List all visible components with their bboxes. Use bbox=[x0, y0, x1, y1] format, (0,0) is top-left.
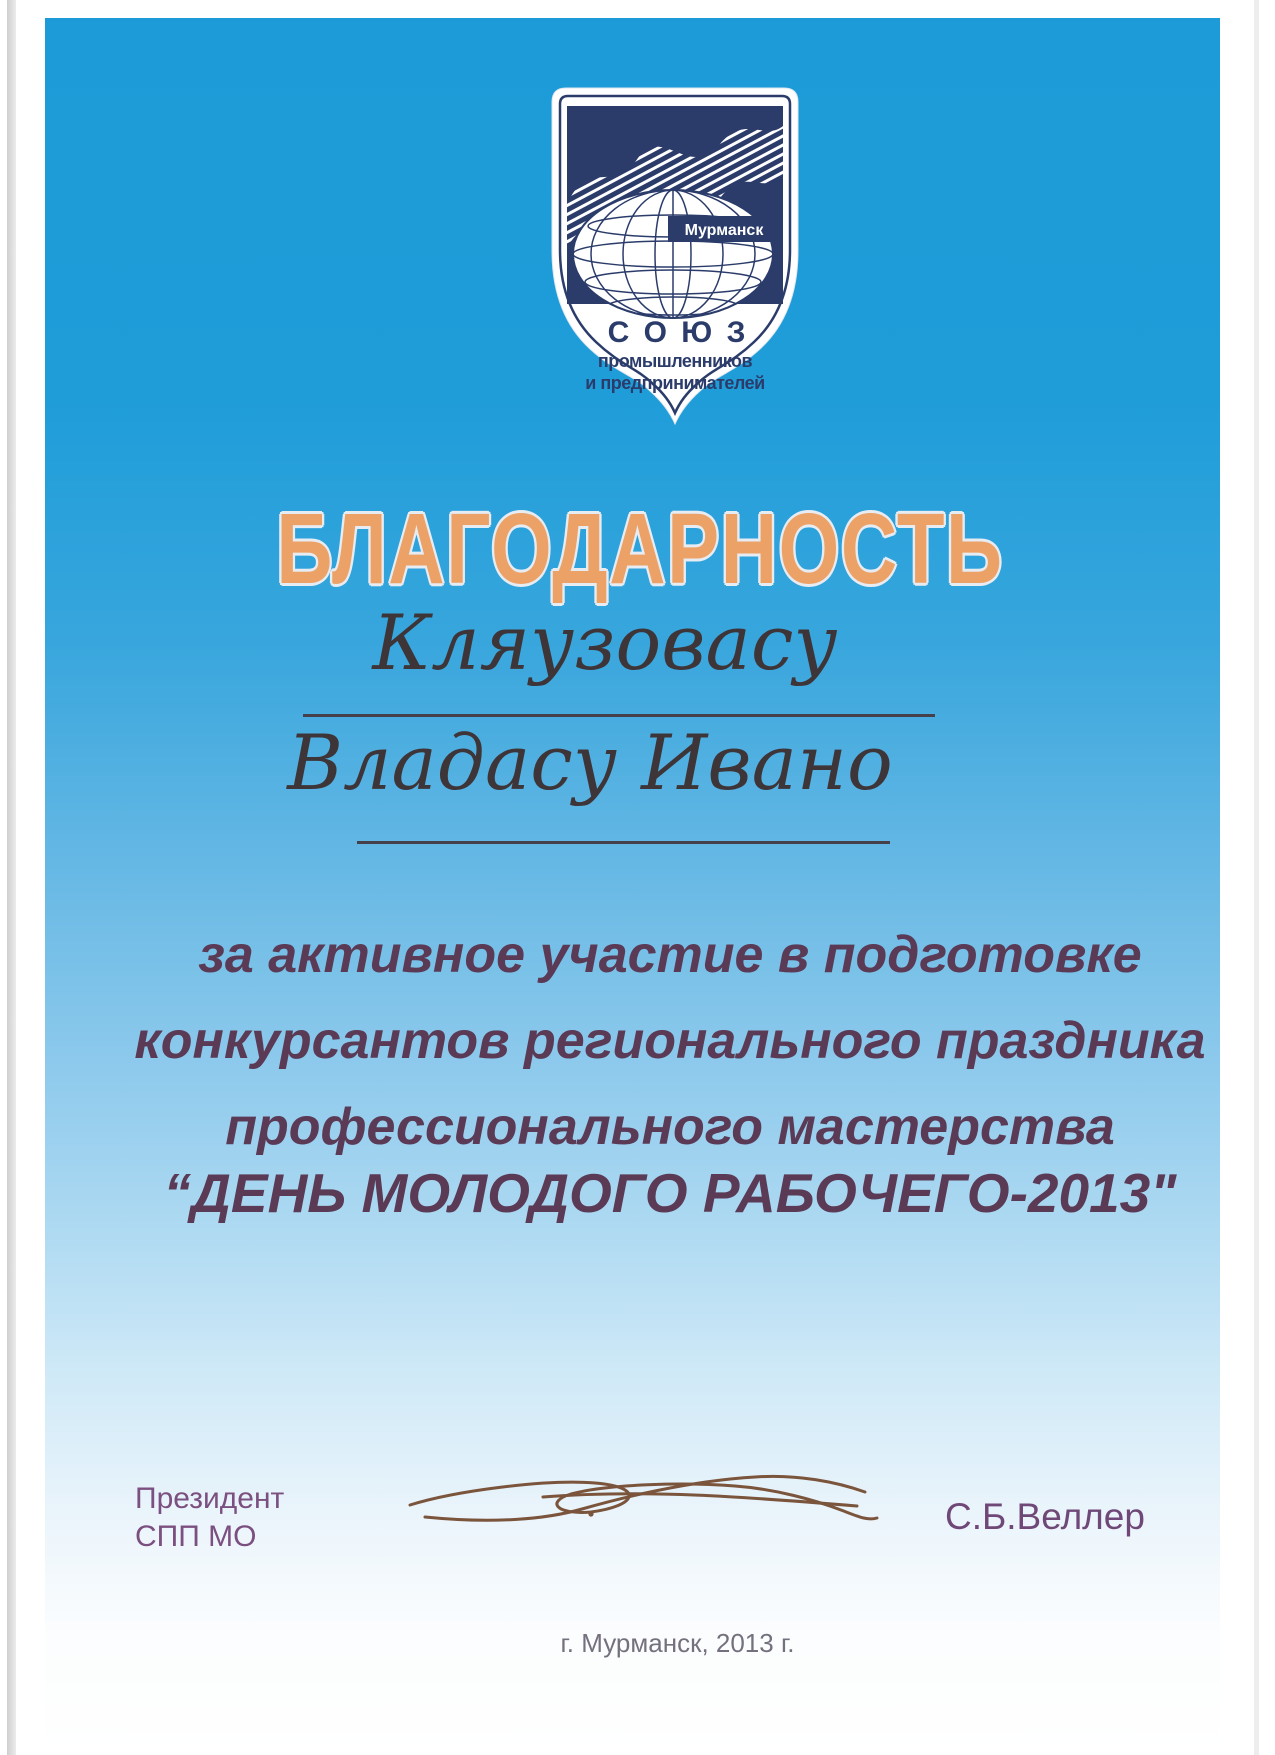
signer-role-line-1: Президент bbox=[135, 1482, 285, 1515]
murmansk-label: Мурманск bbox=[684, 222, 764, 239]
handwritten-signature bbox=[395, 1461, 895, 1541]
org-name: С О Ю З bbox=[607, 316, 749, 349]
recipient-given-names: Владасу Ивано bbox=[287, 718, 893, 807]
union-shield-logo-icon bbox=[550, 86, 800, 446]
org-line2: промышленников bbox=[597, 351, 753, 371]
body-line-4-event-name: “ДЕНЬ МОЛОДОГО РАБОЧЕГО-2013" bbox=[163, 1162, 1177, 1224]
certificate-title: БЛАГОДАРНОСТЬ bbox=[276, 493, 1004, 605]
recipient-surname: Кляузовасу bbox=[372, 598, 838, 687]
body-line-2: конкурсантов регионального праздника bbox=[134, 1012, 1206, 1070]
recipient-underline-2 bbox=[357, 841, 890, 844]
scanner-edge-left bbox=[7, 0, 16, 1755]
recipient-underline-1 bbox=[303, 714, 935, 717]
signer-role-line-2: СПП МО bbox=[135, 1520, 257, 1553]
place-and-year: г. Мурманск, 2013 г. bbox=[560, 1628, 795, 1658]
certificate-page bbox=[45, 18, 1220, 1755]
scanner-edge-right bbox=[1254, 0, 1259, 1755]
signer-name: С.Б.Веллер bbox=[945, 1496, 1145, 1537]
signer-role bbox=[135, 1480, 435, 1556]
body-line-1: за активное участие в подготовке bbox=[198, 926, 1142, 984]
body-line-3: профессионального мастерства bbox=[225, 1098, 1115, 1156]
org-line3: и предпринимателей bbox=[585, 373, 765, 393]
